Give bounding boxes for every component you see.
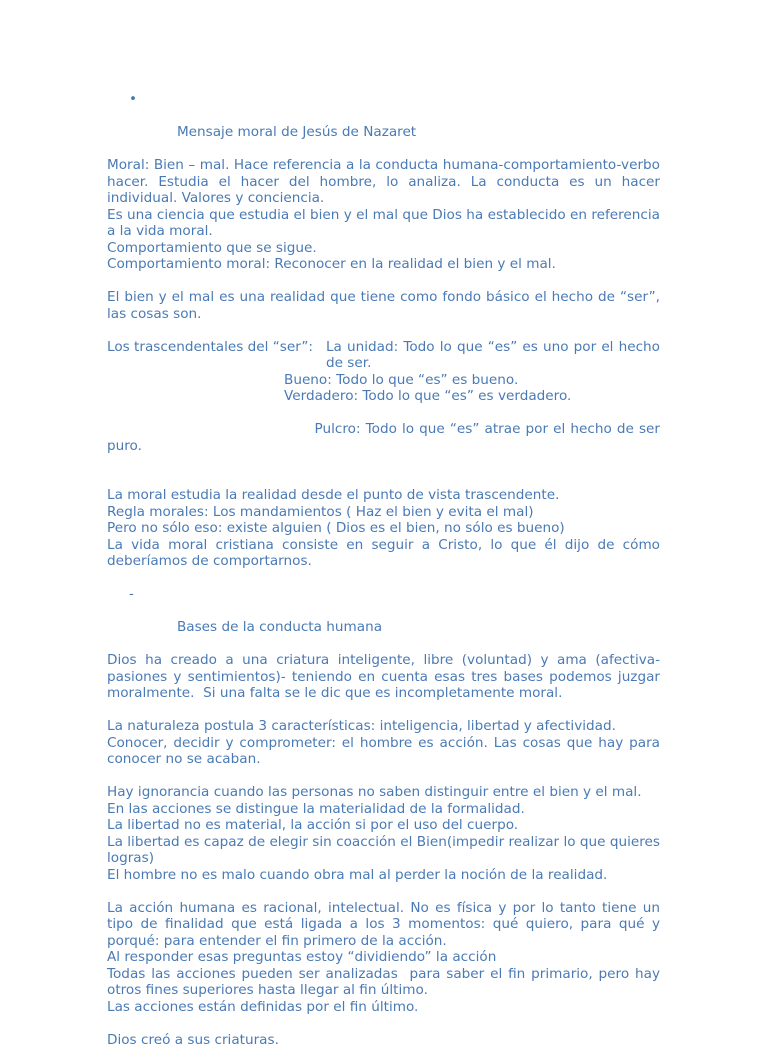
paragraph: La libertad no es material, la acción si por el uso del cuerpo. bbox=[107, 817, 660, 834]
paragraph: La vida moral cristiana consiste en seguir a Cristo, lo que él dijo de cómo deberíamos de comportarnos. bbox=[107, 537, 660, 570]
blank-line bbox=[107, 1015, 660, 1032]
trascendental-bueno: Bueno: Todo lo que “es” es bueno. bbox=[107, 372, 660, 389]
paragraph: La acción humana es racional, intelectual. No es física y por lo tanto tiene un tipo de finalidad que está ligada a los 3 momentos: qué quiero, para qué y porqué: para entender el fin primero de la acción. bbox=[107, 900, 660, 950]
paragraph: La libertad es capaz de elegir sin coacción el Bien(impedir realizar lo que quieres logras) bbox=[107, 834, 660, 867]
paragraph: Comportamiento moral: Reconocer en la realidad el bien y el mal. bbox=[107, 256, 660, 273]
blank-line bbox=[107, 570, 660, 587]
bullet-icon: • bbox=[129, 91, 137, 108]
trascendental-pulcro bbox=[107, 405, 660, 471]
paragraph: Las acciones están definidas por el fin último. bbox=[107, 999, 660, 1016]
paragraph: Todas las acciones pueden ser analizadas para saber el fin primario, pero hay otros fines superiores hasta llegar al fin último. bbox=[107, 966, 660, 999]
trascendental-verdadero: Verdadero: Todo lo que “es” es verdadero. bbox=[107, 388, 660, 405]
paragraph: Pero no sólo eso: existe alguien ( Dios es el bien, no sólo es bueno) bbox=[107, 520, 660, 537]
trascendentales-label: Los trascendentales del “ser”: bbox=[107, 339, 326, 372]
paragraph: Moral: Bien – mal. Hace referencia a la conducta humana-comportamiento-verbo hacer. Estudia el hacer del hombre, lo analiza. La conducta es un hacer individual. Valores y conciencia. bbox=[107, 157, 660, 207]
paragraph: El bien y el mal es una realidad que tiene como fondo básico el hecho de “ser”, las cosas son. bbox=[107, 289, 660, 322]
dash-icon: - bbox=[129, 586, 134, 603]
paragraph: Comportamiento que se sigue. bbox=[107, 240, 660, 257]
trascendentales-row bbox=[107, 339, 660, 372]
heading-text: Bases de la conducta humana bbox=[155, 619, 382, 635]
paragraph: El hombre no es malo cuando obra mal al perder la noción de la realidad. bbox=[107, 867, 660, 884]
blank-line bbox=[107, 702, 660, 719]
paragraph: Al responder esas preguntas estoy “dividiendo” la acción bbox=[107, 949, 660, 966]
blank-line bbox=[107, 322, 660, 339]
paragraph: Conocer, decidir y comprometer: el hombre es acción. Las cosas que hay para conocer no se acaban. bbox=[107, 735, 660, 768]
paragraph: Regla morales: Los mandamientos ( Haz el bien y evita el mal) bbox=[107, 504, 660, 521]
trascendental-unidad bbox=[326, 339, 660, 372]
trascendental-text: Pulcro: Todo lo que “es” atrae por el hecho de ser puro. bbox=[107, 421, 664, 454]
paragraph: Es una ciencia que estudia el bien y el mal que Dios ha establecido en referencia a la vida moral. bbox=[107, 207, 660, 240]
paragraph: En las acciones se distingue la materialidad de la formalidad. bbox=[107, 801, 660, 818]
blank-line bbox=[107, 883, 660, 900]
blank-line bbox=[107, 273, 660, 290]
blank-line bbox=[107, 768, 660, 785]
bullet-heading-mensaje bbox=[107, 91, 660, 157]
paragraph: Dios ha creado a una criatura inteligente, libre (voluntad) y ama (afectiva-pasiones y sentimientos)- teniendo en cuenta esas tres bases podemos juzgar moralmente. Si una falta se le dic que es incompletamente moral. bbox=[107, 652, 660, 702]
paragraph: Dios creó a sus criaturas. bbox=[107, 1032, 660, 1048]
heading-text: Mensaje moral de Jesús de Nazaret bbox=[155, 124, 416, 140]
document-body bbox=[107, 91, 660, 1048]
trascendental-text: La unidad: Todo lo que “es” es uno por el hecho de ser. bbox=[326, 339, 660, 372]
paragraph: Hay ignorancia cuando las personas no saben distinguir entre el bien y el mal. bbox=[107, 784, 660, 801]
paragraph: La moral estudia la realidad desde el punto de vista trascendente. bbox=[107, 487, 660, 504]
dash-heading-bases bbox=[107, 586, 660, 652]
paragraph: La naturaleza postula 3 características: inteligencia, libertad y afectividad. bbox=[107, 718, 660, 735]
blank-line bbox=[107, 471, 660, 488]
